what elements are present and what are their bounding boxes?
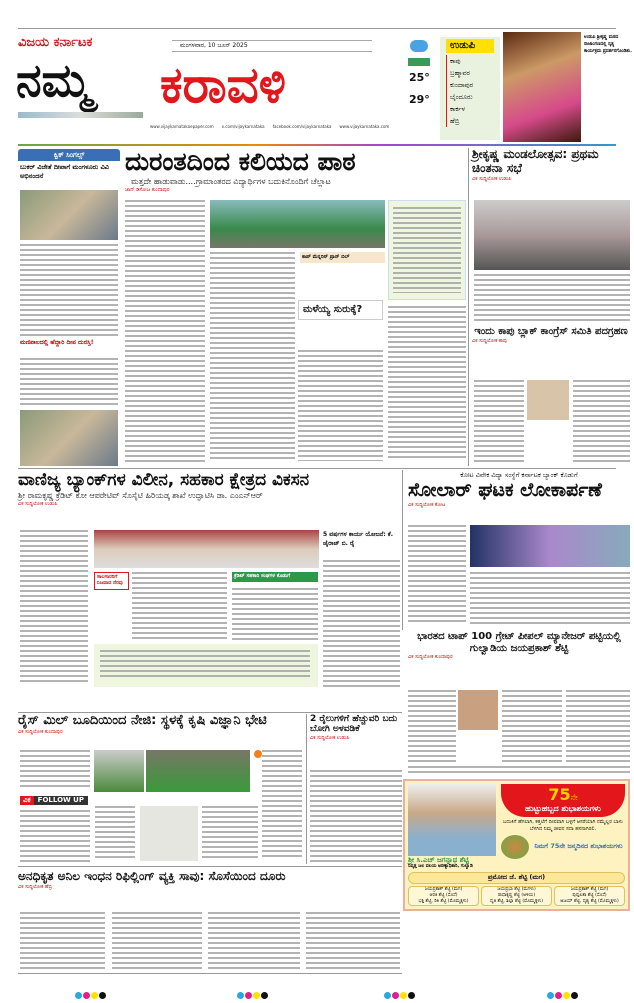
jayaprakash-text-3 — [566, 690, 630, 762]
jayaprakash-headline: ಭಾರತದ ಟಾಪ್ 100 ಗ್ರೇಟ್ ಪೀಪಲ್ ಮ್ಯಾನೇಜರ್ ಪಟ್ಟಿಯಲ್ಲಿ ಗುಲ್ವಾಡಿಯ ಜಯಪ್ರಕಾಶ್ ಶೆಟ್ಟಿ — [417, 631, 621, 654]
taluk-karkala[interactable]: ಕಾರ್ಕಳ — [446, 103, 500, 115]
ad-family — [408, 886, 625, 906]
rice-sidebar-text — [262, 750, 302, 860]
udupi-title: ಉಡುಪಿ — [446, 39, 494, 53]
bank-headline: ವಾಣಿಜ್ಯ ಬ್ಯಾಂಕ್‌ಗಳ ವಿಲೀನ, ಸಹಕಾರ ಕ್ಷೇತ್ರದ ವಿಕಸನ — [18, 470, 310, 490]
lead-byline: ಜಾನ್ ಡಿಸೋಜ ಕುಂದಾಪುರ — [125, 186, 170, 193]
gas-text-2 — [112, 912, 202, 970]
rain-box-title: ಮಳೆಯ್ಯ ಸುರುಕ್ಕೆ? — [303, 304, 363, 315]
rain-box — [298, 300, 383, 320]
quick-singles-header — [18, 149, 120, 183]
kapu-byline: ವಿಕ ಸುದ್ದಿಲೋಕ ಕಾಪು — [472, 337, 507, 344]
red-callout-text: ಸಾಲಗಾರರಿಗೆ ನಿಜವಾದ ನೆರವು — [97, 574, 123, 586]
epaper-link[interactable]: www.vijaykarnatakaepaper.com — [150, 124, 214, 129]
farmers-photo — [146, 750, 250, 792]
follow-up-label: FOLLOW UP — [34, 796, 88, 805]
ad-red-banner — [501, 784, 625, 817]
rice-byline: ವಿಕ ಸುದ್ದಿಲೋಕ ಕುಂದಾಪುರ — [18, 728, 63, 735]
ad-portrait — [408, 784, 496, 856]
dancers-photo — [503, 32, 581, 142]
jayaprakash-portrait — [458, 690, 498, 730]
rail-byline: ವಿಕ ಸುದ್ದಿಲೋಕ ಉಡುಪಿ — [310, 734, 350, 741]
taluk-kapu[interactable]: ಕಾಪು — [446, 55, 500, 67]
bank-text-1 — [20, 530, 88, 685]
award-photo — [20, 190, 118, 240]
clipping-photo — [140, 806, 198, 861]
solar-text — [408, 525, 466, 625]
bank-bullet-box — [94, 644, 318, 687]
kapu-text-2 — [573, 380, 630, 464]
rail-header — [310, 714, 402, 741]
ad-top-row — [408, 784, 625, 870]
ad-right-column — [501, 784, 625, 870]
facebook-link[interactable]: facebook.com/vijaykarnataka — [272, 124, 332, 129]
ad-role: ನಿವೃತ್ತ ಜಲ ವಲಯ ಅರಣ್ಯಾಧಿಕಾರಿ, ಗುಲ್ವಾಡಿ — [408, 864, 473, 870]
rice-text-3 — [95, 806, 135, 861]
taluk-brahmavar[interactable]: ಬ್ರಹ್ಮಾವರ — [446, 67, 500, 79]
solar-event-photo — [470, 525, 630, 567]
solar-headline: ಸೋಲಾರ್ ಘಟಕ ಲೋಕಾರ್ಪಣೆ — [408, 479, 602, 501]
lead-header — [125, 148, 465, 193]
rice-headline: ರೈಸ್ ಮಿಲ್ ಬೂದಿಯಿಂದ ನೇಜಿ: ಸ್ಥಳಕ್ಕೆ ಕೃಷಿ ವಿಜ್ಞಾನಿ ಭೇಟಿ — [18, 713, 267, 728]
orange-dot-icon — [254, 750, 262, 758]
bank-text-3 — [232, 588, 318, 640]
gas-text-1 — [20, 912, 105, 970]
quick-singles-text — [20, 244, 118, 336]
masthead-date: ಮಂಗಳವಾರ, 10 ಜೂನ್ 2025 — [172, 40, 372, 52]
jayaprakash-text-2 — [502, 690, 562, 762]
bank-inauguration-photo — [94, 530, 319, 568]
rail-headline: 2 ರೈಲುಗಳಿಗೆ ಹೆಚ್ಚುವರಿ ಬದು ಬೋಗಿ ಅಳವಡಿಕೆ — [310, 714, 398, 735]
cake-icon — [501, 835, 529, 859]
info-box-2-title: ಕಾಪ್ ಮೆನ್ನರಿನ್ ಪ್ರಾನ್ ಬಿಲ್ — [300, 252, 385, 263]
bank-subheadline: ಶ್ರೀ ರಾಮಕೃಷ್ಣ ಕ್ರೆಡಿಟ್ ಕೋ ಆಪರೇಟಿವ್ ಸೊಸೈಟಿ ಹಿರಿಯಡ್ಕ ಶಾಖೆ ಉದ್ಘಾಟಿಸಿ ಡಾ. ಎಂಎನ್‌ಆರ್ — [18, 490, 263, 500]
top-photo-caption: ಉಡುಪಿ ಶ್ರೀಕೃಷ್ಣ ಮಠದ ರಾಜಾಂಗಣದಲ್ಲಿ ನೃತ್ಯ ಕಾರ್ಯಕ್ರಮ ಪ್ರದರ್ಶನಗೊಂಡಿತು. — [584, 35, 632, 54]
ad-from: ಪ್ರಮೋದ ಜೆ. ಶೆಟ್ಟಿ (ಮಗ) — [408, 872, 625, 883]
masthead-title-red: ಕರಾವಳಿ — [160, 56, 286, 114]
gas-header — [18, 870, 400, 890]
krishna-byline: ವಿಕ ಸುದ್ದಿಲೋಕ ಉಡುಪಿ — [472, 175, 512, 182]
rice-text-4 — [202, 806, 258, 861]
solar-text-2 — [470, 572, 630, 626]
jayaprakash-text-1 — [408, 690, 456, 762]
ad-suffix: ನೇ — [570, 793, 578, 802]
rice-text-2 — [20, 810, 90, 864]
jayaprakash-byline: ವಿಕ ಸುದ್ದಿಲೋಕ ಕುಂದಾಪುರ — [408, 654, 453, 660]
solar-byline: ವಿಕ ಸುದ್ದಿಲೋಕ ಕೋಟ — [408, 501, 446, 508]
family-member: ಜಯಪ್ರಕಾಶ್ ಶೆಟ್ಟಿ (ಮಗ) — [424, 886, 463, 892]
bank-header — [18, 471, 398, 507]
quick-singles-subhead: ಮಣಿಪಾಲದಲ್ಲಿ ಹೆದ್ದಾರಿ ದೀಪ ದುರಸ್ತಿ! — [20, 339, 94, 346]
krishna-headline: ಶ್ರೀಕೃಷ್ಣ ಮಂಡಲೋತ್ಸವ: ಪ್ರಥಮ ಚಿಂತನಾ ಸಭೆ — [472, 147, 599, 175]
ad-name: ಶ್ರೀ ಸಿ.ಎಚ್ ಜಗನ್ನಾಥ ಶೆಟ್ಟಿ — [408, 856, 469, 864]
follow-up-brand: ವಿಕ — [20, 796, 34, 805]
website-link[interactable]: www.vijaykarnataka.com — [339, 124, 390, 129]
gas-headline: ಅನಧಿಕೃತ ಅನಿಲ ಇಂಧನ ರಿಫಿಲ್ಲಿಂಗ್ ವ್ಯಕ್ತಿ ಸಾವು: ಸೊಸೆಯಿಂದ ದೂರು — [18, 869, 286, 883]
krishna-header — [472, 148, 630, 182]
rice-field-photo — [94, 750, 144, 792]
taluk-kundapur[interactable]: ಕುಂದಾಪುರ — [446, 79, 500, 91]
family-group-2 — [481, 886, 552, 906]
lead-text-col3 — [298, 350, 383, 461]
kapu-portrait — [527, 380, 569, 420]
solar-header — [408, 471, 630, 508]
lead-text-col4 — [388, 306, 466, 461]
udupi-taluk-list — [440, 55, 500, 127]
temp-high: 29° — [409, 93, 430, 106]
temple-illustration — [18, 112, 143, 118]
family-member: ಜಯಪ್ರಕಾಶ್ ಶೆಟ್ಟಿ (ಮಗ) — [570, 886, 609, 892]
bank-byline: ವಿಕ ಸುದ್ದಿಲೋಕ ಉಡುಪಿ — [18, 500, 58, 507]
family-member: ಆರತಿ ಶೆಟ್ಟಿ (ಸೊಸೆ) — [429, 892, 458, 898]
bank-text-2 — [132, 572, 227, 640]
lead-text-col2 — [210, 252, 295, 460]
green-banner: ಕ್ರೆಡಿಟ್ ಸಹಕಾರಿ ಸಂಘಗಳ ಕೊಡುಗೆ — [232, 572, 318, 582]
rice-header — [18, 714, 302, 735]
family-member: ಧೃತಿ ಶೆಟ್ಟಿ, ಶಿಲ್ಪಾ ಶೆಟ್ಟಿ (ಮೊಮ್ಮಕ್ಕಳು) — [489, 898, 544, 904]
taluk-hebri[interactable]: ಹೆಬ್ರಿ — [446, 115, 500, 127]
info-box — [388, 200, 466, 300]
x-link[interactable]: x.com/vijaykarnataka — [221, 124, 265, 129]
family-member: ಭಕ್ತಿ ಶೆಟ್ಟಿ, ರಿತಿ ಶೆಟ್ಟಿ (ಮೊಮ್ಮಕ್ಕಳು) — [418, 898, 469, 904]
weather-cloud-icon — [410, 40, 428, 52]
taluk-byndoor[interactable]: ಬೈಂದೂರು — [446, 91, 500, 103]
meeting-photo — [474, 200, 630, 270]
ad-title: ಹುಟ್ಟುಹಬ್ಬದ ಶುಭಾಶಯಗಳು — [525, 804, 601, 814]
color-rule — [18, 144, 616, 146]
family-member: ಅಜಯ್ ಶೆಟ್ಟಿ, ದೃಶ್ಯ ಶೆಟ್ಟಿ (ಮೊಮ್ಮಕ್ಕಳು) — [560, 898, 619, 904]
ad-wish-row — [501, 835, 625, 859]
udupi-box — [440, 37, 500, 140]
gas-text-4 — [306, 912, 400, 970]
info-box-text — [393, 207, 461, 293]
solar-kicker: ಕೋಟ ವಿವೇಕ ವಿದ್ಯಾ ಸಂಸ್ಥೆಗೆ ಕರ್ನಾಟಕ ಬ್ಯಾಂಕ್ ಕೊಡುಗೆ — [460, 471, 578, 479]
bus-photo — [210, 200, 385, 248]
masthead-title-black: ನಮ್ಮ — [16, 53, 92, 107]
ad-left-column — [408, 784, 498, 870]
lead-text-col1 — [125, 200, 205, 462]
quick-singles-headline: ಬುಕರ್ ವಿಜೇತೆ ದೀಪಾಗೆ ಮಂಗಳೂರು ವಿವಿ ಅಭಿನಂದನೆ — [20, 163, 109, 181]
quick-singles-tab: ಕ್ವಿಕ್ ಸಿಂಗಲ್ಸ್ — [18, 149, 120, 161]
weather-badge — [408, 58, 430, 66]
side-story-headline: 5 ವರ್ಷಗಳ ಕಾರ್ಯ ಯೋಜನೆ: ಕೆ. ಜೈರಾಜ್ ಬಿ. ರೈ — [323, 531, 394, 547]
follow-up-badge — [20, 796, 88, 805]
kapu-headline: ಇಂದು ಕಾಪು ಬ್ಲಾಕ್ ಕಾಂಗ್ರೆಸ್ ಸಮಿತಿ ಪದಗ್ರಹಣ — [474, 326, 628, 337]
family-member: ಜಯಪ್ರಭಾ ಶೆಟ್ಟಿ (ಮಗಳು) — [497, 886, 536, 892]
gas-byline: ವಿಕ ಸುದ್ದಿಲೋಕ ಹೆಬ್ರಿ — [18, 883, 53, 890]
red-callout — [94, 572, 129, 590]
jayaprakash-header — [408, 631, 630, 661]
side-story-text — [323, 560, 400, 687]
ad-wish: ನಿಮಗೆ 75ನೇ ಜನ್ಮದಿನದ ಶುಭಾಶಯಗಳು — [534, 841, 623, 850]
family-group-3 — [554, 886, 625, 906]
bullet-box-text — [100, 650, 310, 680]
family-group-1 — [408, 886, 479, 906]
brand-logo: ವಿಜಯ ಕರ್ನಾಟಕ — [18, 35, 93, 50]
kapu-header — [472, 326, 630, 344]
birthday-ad — [403, 779, 630, 911]
ad-poem: ಬದುಕಿಗೆ ಹೆಗಲಾಗಿ, ಕತ್ತಲೆಗೆ ದೀಪವಾಗಿ ಬಳ್ಳಿಗೆ ಆಸರೆಯಾಗಿ ನಮ್ಮೆಲ್ಲರ ಬಾಳು ಬೆಳಗಿದ ನಿಮ್ಮ ಜೀವನ ಸದಾ ಹಸನಾಗಿರಲಿ. — [503, 818, 623, 832]
social-links — [150, 124, 435, 130]
krishna-text — [474, 274, 630, 322]
lead-headline: ದುರಂತದಿಂದ ಕಲಿಯದ ಪಾಠ — [125, 147, 356, 176]
gas-text-3 — [208, 912, 300, 970]
jayaprakash-text-4 — [408, 766, 630, 774]
kapu-text — [474, 380, 524, 464]
rail-text — [310, 770, 402, 864]
ad-number: 75 — [548, 785, 571, 804]
quick-singles-text-2 — [20, 358, 118, 406]
lead-subheadline: ಮತ್ತದೇ ಹಾಡುವಾಡು....ಗ್ರಾಮಾಂತರದ ವಿದ್ಯಾರ್ಥಿಗಳ ಬದುಕಿನೊಂದಿಗೆ ಚೆಲ್ಲಾಟ — [131, 176, 331, 186]
temp-low: 25° — [409, 71, 430, 84]
family-member: ಪುಷ್ಪಲತಾ ಶೆಟ್ಟಿ (ಸೊಸೆ) — [572, 892, 607, 898]
streetlight-photo — [20, 410, 118, 466]
family-member: ರಾಧಾಕೃಷ್ಣ ಶೆಟ್ಟಿ (ಅಳಿಯ) — [497, 892, 536, 898]
rice-text — [20, 750, 90, 790]
